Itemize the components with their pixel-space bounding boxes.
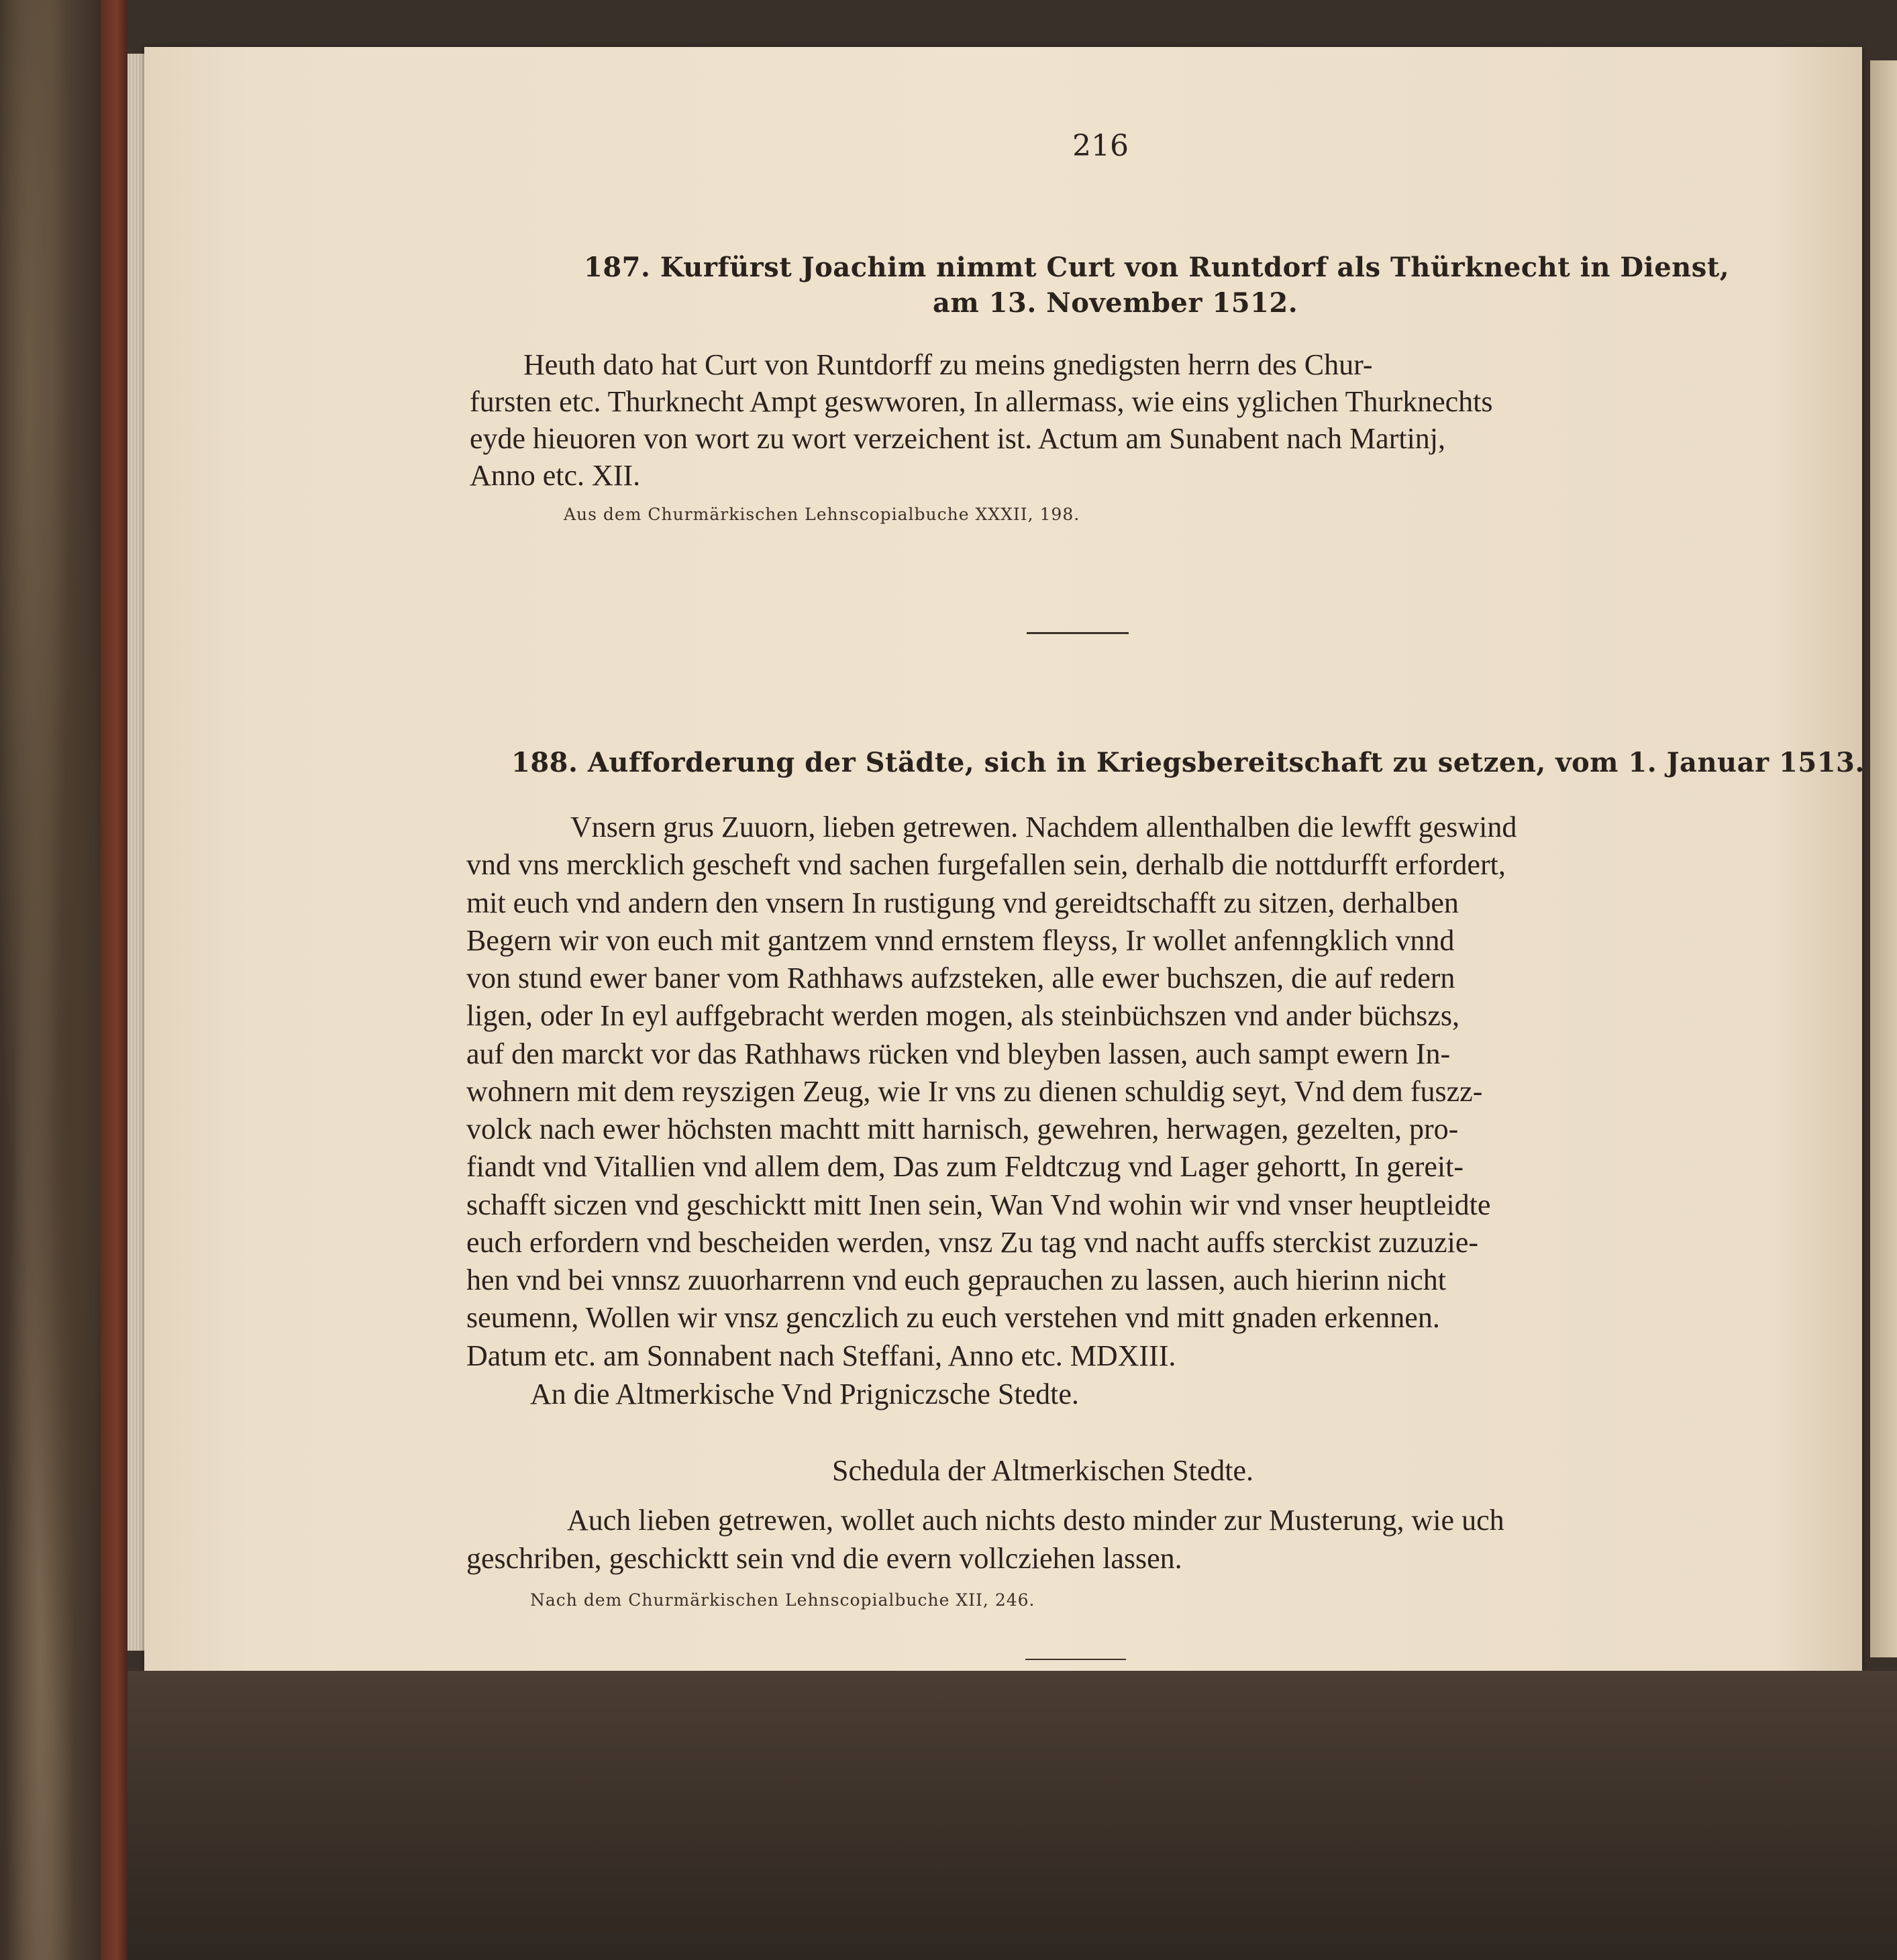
schedula-body-line: Auch lieben getrewen, wollet auch nichts desto minder zur Musterung, wie uch [567, 1504, 1504, 1537]
doc188-body-line: wohnern mit dem reyszigen Zeug, wie Ir vns zu dienen schuldig seyt, Vnd dem fuszz- [466, 1075, 1483, 1108]
doc188-body-line: schafft siczen vnd geschicktt mitt Inen sein, Wan Vnd wohin wir vnd vnser heuptleidte [466, 1188, 1491, 1221]
doc187-body-line: fursten etc. Thurknecht Ampt geswworen, In allermass, wie eins yglichen Thurknechts [470, 385, 1493, 418]
doc188-address: An die Altmerkische Vnd Prigniczsche Stedte. [530, 1378, 1079, 1410]
end-divider [1025, 1659, 1126, 1660]
section-divider [1027, 632, 1129, 634]
facing-page-edge [1870, 60, 1897, 1657]
doc187-heading-line2: am 13. November 1512. [933, 287, 1298, 319]
doc188-body-line: Vnsern grus Zuuorn, lieben getrewen. Nachdem allenthalben die lewfft geswind [570, 811, 1517, 843]
doc188-body-line: Datum etc. am Sonnabent nach Steffani, Anno etc. MDXIII. [466, 1339, 1176, 1372]
table-background [127, 1671, 1897, 1960]
schedula-body-line: geschriben, geschicktt sein vnd die evern vollcziehen lassen. [466, 1542, 1182, 1575]
doc187-source: Aus dem Churmärkischen Lehnscopialbuche XXXII, 198. [564, 505, 1080, 524]
doc188-body-line: euch erfordern vnd bescheiden werden, vnsz Zu tag vnd nacht auffs sterckist zuzuzie- [466, 1226, 1479, 1259]
marbled-cover [0, 0, 101, 1960]
doc187-body-line: eyde hieuoren von wort zu wort verzeichent ist. Actum am Sunabent nach Martinj, [470, 422, 1446, 455]
doc188-source: Nach dem Churmärkischen Lehnscopialbuche XII, 246. [530, 1590, 1035, 1610]
doc188-body-line: vnd vns mercklich gescheft vnd sachen furgefallen sein, derhalb die nottdurfft erfordert, [466, 848, 1506, 881]
doc188-body-line: Begern wir von euch mit gantzem vnnd ernstem fleyss, Ir wollet anfenngklich vnnd [466, 924, 1455, 957]
book-spine-edge [101, 0, 127, 1960]
doc188-body-line: auf den marckt vor das Rathhaws rücken vnd bleyben lassen, auch sampt ewern In- [466, 1037, 1451, 1070]
doc188-body-line: fiandt vnd Vitallien vnd allem dem, Das zum Feldtczug vnd Lager gehortt, In gereit- [466, 1150, 1464, 1183]
doc188-body-line: seumenn, Wollen wir vnsz genczlich zu euch verstehen vnd mitt gnaden erkennen. [466, 1301, 1440, 1334]
doc188-body-line: volck nach ewer höchsten machtt mitt harnisch, gewehren, herwagen, gezelten, pro- [466, 1113, 1459, 1145]
page-number: 216 [1072, 129, 1129, 163]
doc188-body-line: von stund ewer baner vom Rathhaws aufzsteken, alle ewer buchszen, die auf redern [466, 962, 1455, 994]
doc187-body-line: Anno etc. XII. [470, 459, 641, 492]
schedula-title: Schedula der Altmerkischen Stedte. [832, 1454, 1254, 1487]
doc188-body-line: mit euch vnd andern den vnsern In rustigung vnd gereidtschafft zu sitzen, derhalben [466, 886, 1459, 919]
doc188-body-line: hen vnd bei vnnsz zuuorharrenn vnd euch geprauchen zu lassen, auch hierinn nicht [466, 1263, 1447, 1296]
doc187-heading-line1: 187. Kurfürst Joachim nimmt Curt von Runtdorf als Thürknecht in Dienst, [584, 252, 1730, 283]
doc188-body-line: ligen, oder In eyl auffgebracht werden mogen, als steinbüchszen vnd ander büchszs, [466, 999, 1460, 1032]
doc188-heading: 188. Aufforderung der Städte, sich in Kriegsbereitschaft zu setzen, vom 1. Januar 1513. [511, 747, 1865, 778]
doc187-body-line: Heuth dato hat Curt von Runtdorff zu meins gnedigsten herrn des Chur- [523, 348, 1373, 381]
